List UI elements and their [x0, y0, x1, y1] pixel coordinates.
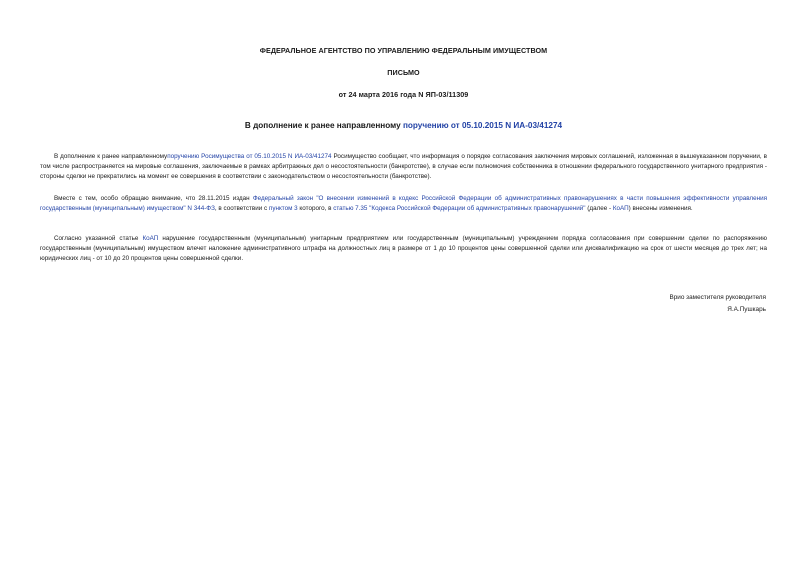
signature-name: Я.А.Пушкарь — [727, 306, 766, 313]
subject-text: В дополнение к ранее направленному — [244, 121, 403, 130]
p2-link-article-735[interactable]: статью 7.35 — [333, 205, 368, 213]
p1-text-2: Росимущество сообщает, что информация о порядке согласования заключения мировых соглашений, изложенная в вышеуказанном поручении, в том числе распространяется на мировые соглашения, заключаемые в рамках арбитражных дел о несостоятельности (банкротстве), в случае если полномочия собственника в отношении федерального государственного унитарного предприятия - стороны сделки не прекратились на момент ее совершения в соответствии с законодательством о несостоятельности (банкротстве). — [40, 153, 767, 181]
p3-link-koap[interactable]: КоАП — [142, 235, 159, 242]
agency-title: ФЕДЕРАЛЬНОЕ АГЕНТСТВО ПО УПРАВЛЕНИЮ ФЕДЕРАЛЬНЫМ ИМУЩЕСТВОМ — [259, 46, 548, 55]
paragraph-1 — [40, 152, 767, 183]
p3-text-2: нарушение государственным (муниципальным) унитарным предприятием или государственным (муниципальным) учреждением порядка согласования при совершении сделки по распоряжению государственным (муниципальным) имуществом влечет наложение административного штрафа на должностных лиц в размере от 1 до 10 процентов цены совершенной сделки или дисквалификацию на срок от шести месяцев до трех лет; на юридических лиц - от 10 до 20 процентов цены совершенной сделки. — [40, 235, 768, 263]
p2-link-federal-law[interactable]: Федеральный закон "О внесении изменений в кодекс Российской Федерации об административных правонарушениях в части повышения эффективности управления государственным (муниципальным) имуществом" N 344-ФЗ — [40, 195, 767, 213]
subject-link[interactable]: поручению от 05.10.2015 N ИА-03/41274 — [402, 121, 563, 130]
document-date-number: от 24 марта 2016 года N ЯП-03/11309 — [338, 90, 469, 99]
p3-text-1: Согласно указанной статье — [54, 235, 143, 242]
p2-text-6: ) внесены изменения. — [628, 205, 693, 213]
paragraph-2 — [40, 194, 767, 214]
document-type: ПИСЬМО — [387, 68, 420, 77]
signature-position: Врио заместителя руководителя — [669, 294, 766, 301]
p2-text-3: которого, в — [297, 205, 334, 213]
p1-link-order[interactable]: поручению Росимущества от 05.10.2015 N ИА-03/41274 — [167, 153, 332, 160]
p2-link-clause-3[interactable]: пунктом 3 — [268, 205, 298, 213]
p2-text-5: (далее - — [585, 205, 613, 213]
p2-link-koap[interactable]: КоАП — [612, 205, 629, 213]
p2-link-code[interactable]: "Кодекса Российской Федерации об административных правонарушений" — [369, 205, 586, 213]
paragraph-3 — [40, 234, 767, 265]
p1-text-1: В дополнение к ранее направленному — [54, 153, 168, 160]
p2-text-2: , в соответствии с — [214, 205, 269, 213]
p2-text-1: Вместе с тем, особо обращаю внимание, что 28.11.2015 издан — [54, 195, 253, 202]
letter-subject — [0, 121, 807, 130]
